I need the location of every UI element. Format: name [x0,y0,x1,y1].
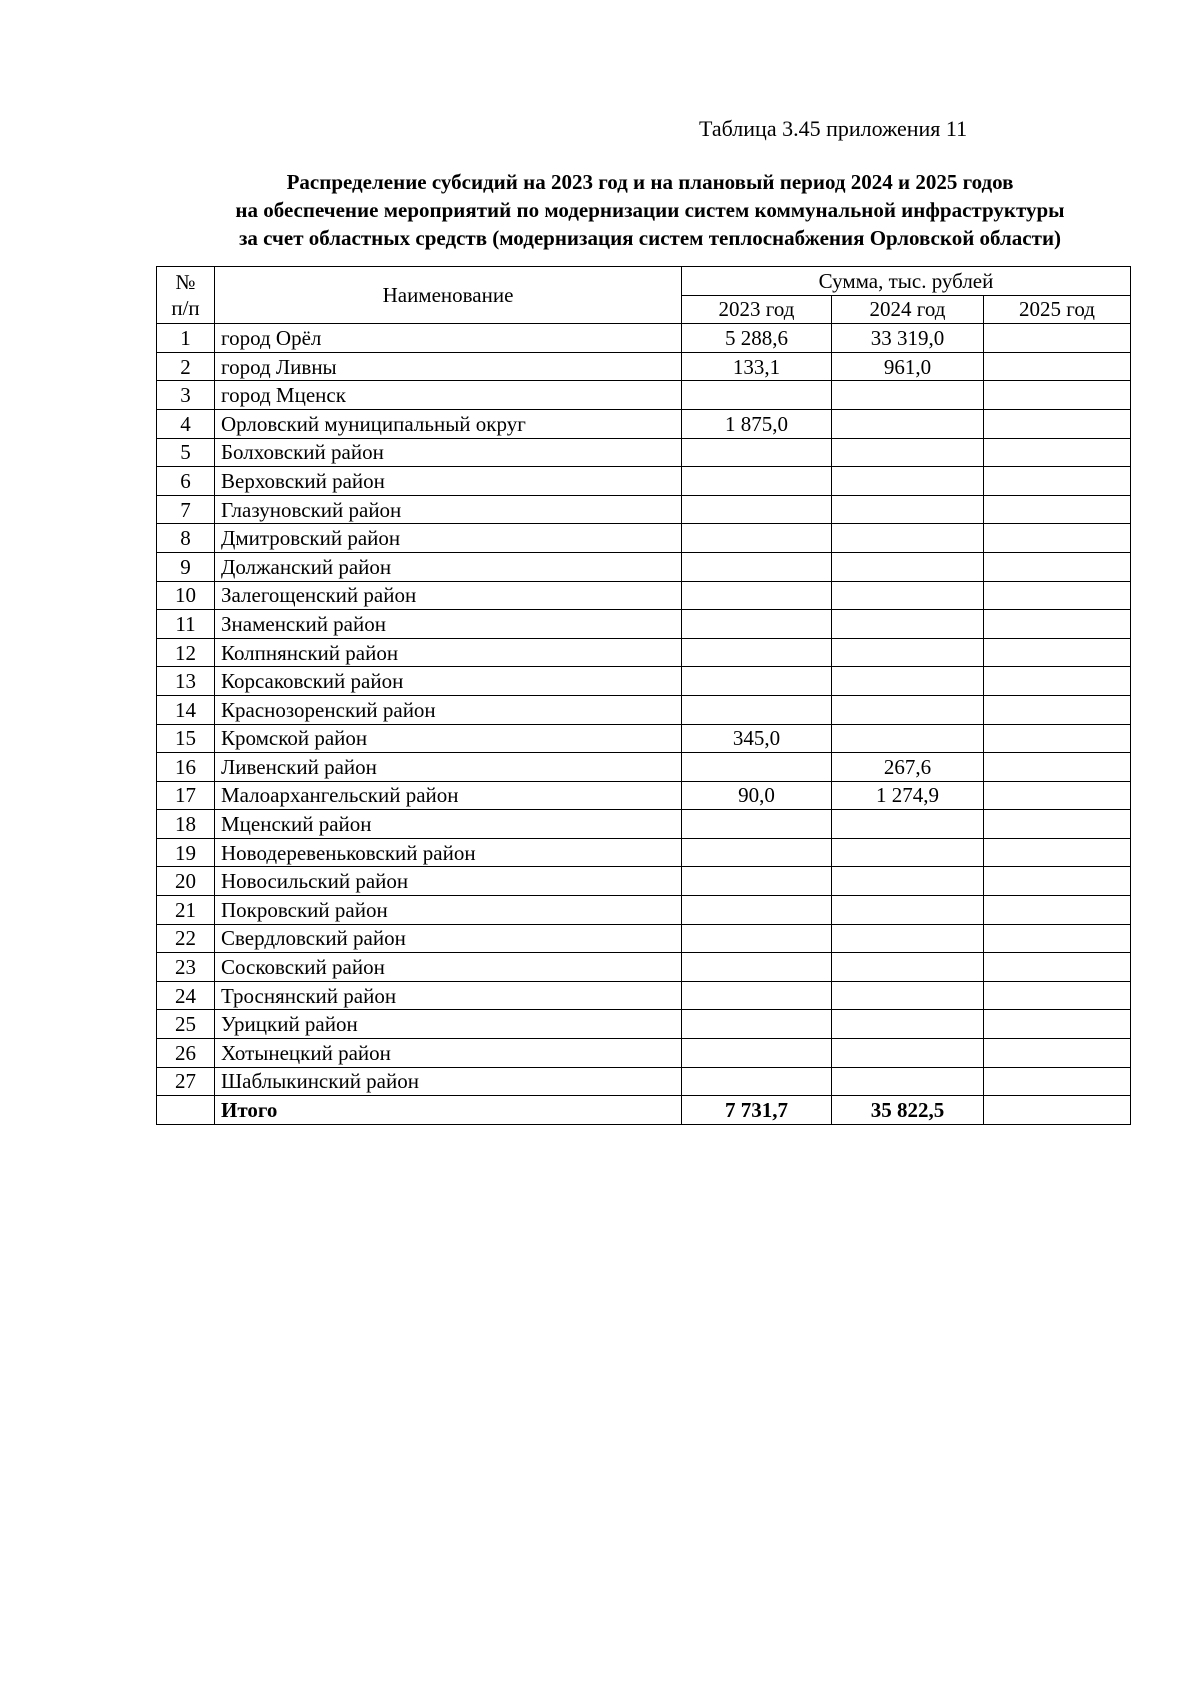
row-name: Колпнянский район [215,638,682,667]
row-value-2024 [832,495,984,524]
row-value-2023 [682,867,832,896]
row-num: 2 [157,352,215,381]
row-value-2024 [832,610,984,639]
header-name: Наименование [215,267,682,324]
row-name: Урицкий район [215,1010,682,1039]
row-value-2025 [984,896,1131,925]
row-value-2023 [682,381,832,410]
row-value-2024 [832,867,984,896]
table-row [157,1039,1131,1068]
row-num: 20 [157,867,215,896]
row-value-2024 [832,896,984,925]
row-num: 24 [157,981,215,1010]
row-name: город Мценск [215,381,682,410]
row-name: Сосковский район [215,953,682,982]
row-value-2024: 961,0 [832,352,984,381]
row-name: Покровский район [215,896,682,925]
row-value-2025 [984,724,1131,753]
row-value-2024: 1 274,9 [832,781,984,810]
row-value-2024 [832,638,984,667]
table-row [157,1067,1131,1096]
table-row [157,924,1131,953]
table-row [157,352,1131,381]
header-num-line2: п/п [171,296,200,321]
row-name: Корсаковский район [215,667,682,696]
row-value-2025 [984,781,1131,810]
subsidy-table [156,266,1131,1125]
row-value-2025 [984,352,1131,381]
table-row [157,495,1131,524]
row-value-2024 [832,953,984,982]
row-num: 4 [157,409,215,438]
table-row [157,552,1131,581]
row-num: 27 [157,1067,215,1096]
row-value-2025 [984,381,1131,410]
row-value-2023 [682,924,832,953]
total-label: Итого [215,1096,682,1125]
row-num: 22 [157,924,215,953]
row-num: 1 [157,324,215,353]
row-name: Орловский муниципальный округ [215,409,682,438]
document-title [150,168,1150,252]
row-value-2024 [832,438,984,467]
row-name: Глазуновский район [215,495,682,524]
row-value-2025 [984,438,1131,467]
table-row [157,324,1131,353]
row-num: 13 [157,667,215,696]
row-value-2025 [984,1010,1131,1039]
table-row [157,753,1131,782]
total-2025 [984,1096,1131,1125]
total-num [157,1096,215,1125]
table-row [157,1010,1131,1039]
row-value-2024 [832,924,984,953]
row-value-2023 [682,581,832,610]
row-value-2023 [682,1039,832,1068]
row-value-2023 [682,753,832,782]
row-name: Дмитровский район [215,524,682,553]
row-value-2024: 267,6 [832,753,984,782]
row-value-2023 [682,552,832,581]
table-row [157,810,1131,839]
table-row [157,409,1131,438]
row-num: 19 [157,838,215,867]
table-row [157,724,1131,753]
row-value-2025 [984,495,1131,524]
row-name: Мценский район [215,810,682,839]
row-value-2025 [984,924,1131,953]
row-value-2025 [984,753,1131,782]
row-name: Болховский район [215,438,682,467]
row-name: Кромской район [215,724,682,753]
row-num: 6 [157,467,215,496]
row-value-2023 [682,667,832,696]
row-name: Новодеревеньковский район [215,838,682,867]
row-name: Малоархангельский район [215,781,682,810]
row-name: Новосильский район [215,867,682,896]
row-value-2023 [682,495,832,524]
row-value-2024 [832,695,984,724]
table-row [157,524,1131,553]
table-row [157,695,1131,724]
title-line-1: Распределение субсидий на 2023 год и на плановый период 2024 и 2025 годов [286,170,1014,194]
row-value-2024 [832,524,984,553]
row-num: 15 [157,724,215,753]
row-value-2025 [984,810,1131,839]
row-num: 18 [157,810,215,839]
row-num: 23 [157,953,215,982]
table-row [157,981,1131,1010]
row-value-2025 [984,981,1131,1010]
row-name: Верховский район [215,467,682,496]
row-num: 16 [157,753,215,782]
table-row [157,667,1131,696]
row-name: Шаблыкинский район [215,1067,682,1096]
row-value-2023 [682,467,832,496]
row-value-2023 [682,1010,832,1039]
total-2023: 7 731,7 [682,1096,832,1125]
row-name: Краснозоренский район [215,695,682,724]
appendix-label: Таблица 3.45 приложения 11 [699,116,968,141]
row-num: 7 [157,495,215,524]
row-value-2023 [682,896,832,925]
row-value-2023 [682,810,832,839]
table-row [157,638,1131,667]
row-num: 21 [157,896,215,925]
header-year-2025: 2025 год [984,295,1131,324]
row-num: 12 [157,638,215,667]
table-row [157,467,1131,496]
row-num: 11 [157,610,215,639]
row-num: 25 [157,1010,215,1039]
table-header [157,267,1131,324]
row-value-2024 [832,810,984,839]
row-value-2023 [682,695,832,724]
row-name: Троснянский район [215,981,682,1010]
row-value-2025 [984,467,1131,496]
table-row [157,838,1131,867]
row-value-2024 [832,1010,984,1039]
row-value-2025 [984,409,1131,438]
row-name: Свердловский район [215,924,682,953]
table-row [157,581,1131,610]
row-value-2023: 5 288,6 [682,324,832,353]
table-footer [157,1096,1131,1125]
row-value-2024 [832,381,984,410]
row-name: Хотынецкий район [215,1039,682,1068]
row-value-2025 [984,524,1131,553]
row-num: 26 [157,1039,215,1068]
table-row [157,610,1131,639]
row-value-2023 [682,838,832,867]
table-row [157,781,1131,810]
total-2024: 35 822,5 [832,1096,984,1125]
table-row [157,381,1131,410]
row-value-2023: 133,1 [682,352,832,381]
row-name: город Ливны [215,352,682,381]
row-value-2023 [682,981,832,1010]
row-value-2023 [682,524,832,553]
row-num: 17 [157,781,215,810]
row-value-2024 [832,409,984,438]
row-name: Должанский район [215,552,682,581]
row-num: 5 [157,438,215,467]
row-value-2024 [832,838,984,867]
row-name: Залегощенский район [215,581,682,610]
row-value-2025 [984,1039,1131,1068]
row-value-2024 [832,724,984,753]
header-num [157,267,215,324]
table-row [157,438,1131,467]
row-name: город Орёл [215,324,682,353]
row-value-2025 [984,695,1131,724]
row-num: 10 [157,581,215,610]
row-value-2025 [984,324,1131,353]
row-name: Знаменский район [215,610,682,639]
row-num: 3 [157,381,215,410]
row-value-2025 [984,667,1131,696]
row-value-2024 [832,581,984,610]
header-sum: Сумма, тыс. рублей [682,267,1131,296]
row-name: Ливенский район [215,753,682,782]
total-row [157,1096,1131,1125]
header-year-2024: 2024 год [832,295,984,324]
row-value-2023 [682,610,832,639]
row-value-2024 [832,981,984,1010]
row-value-2025 [984,581,1131,610]
row-value-2025 [984,838,1131,867]
row-value-2023 [682,638,832,667]
title-line-3: за счет областных средств (модернизация систем теплоснабжения Орловской области) [238,226,1062,250]
header-year-2023: 2023 год [682,295,832,324]
table-row [157,896,1131,925]
row-value-2023: 90,0 [682,781,832,810]
row-num: 14 [157,695,215,724]
row-value-2025 [984,1067,1131,1096]
table-row [157,953,1131,982]
row-value-2023 [682,438,832,467]
header-num-line1: № [175,270,196,295]
row-value-2024: 33 319,0 [832,324,984,353]
row-value-2024 [832,1067,984,1096]
row-num: 8 [157,524,215,553]
title-line-2: на обеспечение мероприятий по модернизации систем коммунальной инфраструктуры [235,198,1065,222]
row-value-2024 [832,552,984,581]
row-value-2025 [984,552,1131,581]
row-value-2023: 1 875,0 [682,409,832,438]
table-row [157,867,1131,896]
row-value-2025 [984,867,1131,896]
row-num: 9 [157,552,215,581]
row-value-2025 [984,610,1131,639]
table-body [157,324,1131,1096]
row-value-2023 [682,1067,832,1096]
row-value-2023: 345,0 [682,724,832,753]
row-value-2024 [832,467,984,496]
row-value-2024 [832,1039,984,1068]
row-value-2023 [682,953,832,982]
row-value-2024 [832,667,984,696]
row-value-2025 [984,638,1131,667]
row-value-2025 [984,953,1131,982]
